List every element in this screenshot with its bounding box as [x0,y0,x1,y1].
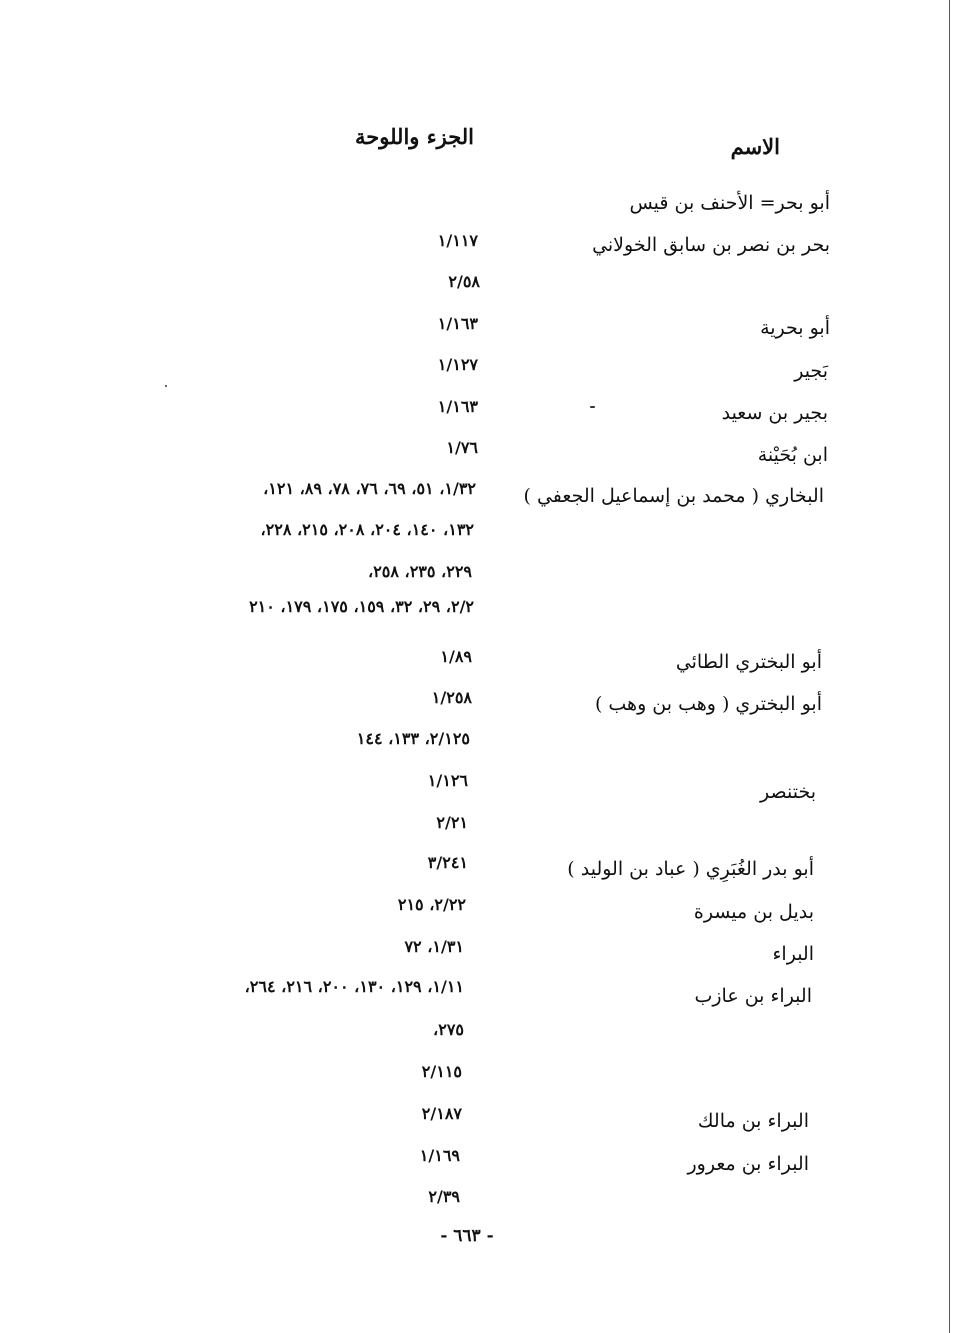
reference-entry: ٢/٢١ [436,813,468,832]
name-entry: أبو البختري الطائي [675,651,822,673]
name-entry: البخاري ( محمد بن إسماعيل الجعفي ) [523,485,824,507]
reference-entry: ٣/٢٤١ [427,853,468,872]
name-entry: البراء [772,943,814,965]
reference-entry: ١/١٢٧ [437,355,478,374]
reference-entry: ١/١١٧ [437,231,478,250]
reference-entry: ١/١٢٦ [427,771,468,790]
name-entry: أبو البختري ( وهب بن وهب ) [594,693,822,715]
name-entry: البراء بن معرور [687,1153,809,1175]
reference-column-header: الجزء واللوحة [355,124,474,149]
reference-entry: ٢/١١٥ [421,1062,462,1081]
scan-speck [165,385,167,387]
name-column-header: الاسم [730,134,780,159]
reference-entry: ٢٧٥، [433,1020,464,1039]
page-number: - ٦٦٣ - [440,1226,494,1246]
reference-entry: ٢/١٢٥، ١٣٣، ١٤٤ [356,729,470,748]
page-edge-line [949,0,950,1333]
reference-entry: ١٣٢، ١٤٠، ٢٠٤، ٢٠٨، ٢١٥، ٢٢٨، [260,520,474,539]
reference-entry: ١/١٦٣ [437,314,478,333]
reference-entry: ٢/١٨٧ [421,1104,462,1123]
scan-speck [590,406,595,408]
name-entry: أبو بدر الغُبَرِي ( عباد بن الوليد ) [567,858,814,880]
name-entry: بديل بن ميسرة [693,901,814,923]
reference-entry: ١/٧٦ [446,438,478,457]
reference-entry: ١/١٦٩ [419,1146,460,1165]
reference-entry: ١/١١، ١٢٩، ١٣٠، ٢٠٠، ٢١٦، ٢٦٤، [244,977,464,996]
reference-entry: ٢/٢، ٢٩، ٣٢، ١٥٩، ١٧٥، ١٧٩، ٢١٠ [249,597,474,616]
reference-entry: ٢/٣٩ [428,1187,460,1206]
name-entry: بحر بن نصر بن سابق الخولاني [592,234,830,256]
reference-entry: ١/٢٥٨ [431,688,472,707]
name-entry: أبو بحرية [760,317,830,339]
reference-entry: ٢/٥٨ [448,272,480,291]
reference-entry: ١/٣٢، ٥١، ٦٩، ٧٦، ٧٨، ٨٩، ١٢١، [263,479,476,498]
name-entry: أبو بحر= الأحنف بن قيس [629,192,830,214]
name-entry: بجير بن سعيد [721,402,828,424]
reference-entry: ٢٢٩، ٢٣٥، ٢٥٨، [368,562,472,581]
name-entry: البراء بن مالك [697,1110,809,1132]
reference-entry: ١/١٦٣ [437,397,478,416]
name-entry: ابن بُحَيْنة [757,444,828,466]
name-entry: بَجير [794,360,828,382]
reference-entry: ٢/٢٢، ٢١٥ [397,895,466,914]
reference-entry: ١/٨٩ [440,647,472,666]
name-entry: بختنصر [760,781,816,803]
reference-entry: ١/٣١، ٧٢ [404,937,464,956]
name-entry: البراء بن عازب [694,985,812,1007]
